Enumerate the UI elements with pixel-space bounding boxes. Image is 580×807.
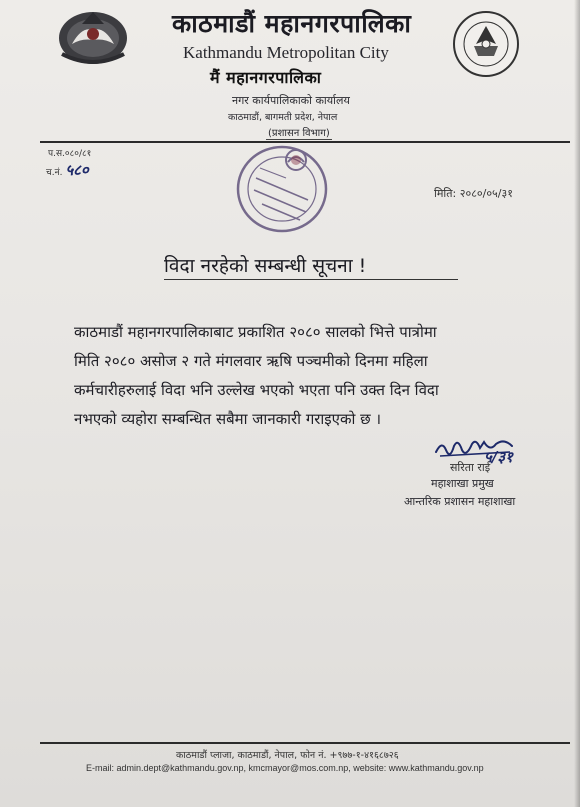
page-edge-shadow [574, 0, 580, 807]
dispatch-reference [46, 160, 89, 180]
dispatch-label: च.नं. [46, 168, 63, 178]
office-address: काठमाडौं, बागमती प्रदेश, नेपाल [228, 112, 338, 123]
fiscal-year-reference: प.स.०८०/८१ [48, 149, 92, 159]
metropolitan-seal-icon [448, 10, 524, 78]
office-stamp-icon [226, 138, 338, 240]
signatory-department: आन्तरिक प्रशासन महाशाखा [404, 495, 516, 508]
government-emblem-icon [52, 4, 134, 68]
signature-date: ५/३१ [484, 448, 513, 466]
division-name: (प्रशासन विभाग) [266, 125, 332, 140]
notice-line: कर्मचारीहरुलाई विदा भनि उल्लेख भएको भएता पनि उक्त दिन विदा [74, 381, 439, 399]
footer-address: काठमाडौं प्लाजा, काठमाडौं, नेपाल, फोन नं. +९७७-१-४१६८७२६ [176, 750, 399, 761]
signatory-name: सरिता राई [450, 461, 491, 474]
municipality-logotype: मैं महानगरपालिका [210, 68, 322, 87]
office-name: नगर कार्यपालिकाको कार्यालय [232, 94, 350, 107]
footer-divider [40, 742, 570, 744]
notice-line: मिति २०८० असोज २ गते मंगलवार ऋषि पञ्चमीको दिनमा महिला [74, 352, 428, 370]
notice-line: काठमाडौं महानगरपालिकाबाट प्रकाशित २०८० सालको भित्ते पात्रोमा [74, 323, 437, 341]
dispatch-number: ५८० [65, 161, 89, 179]
municipality-title-nepali: काठमाडौं महानगरपालिका [172, 9, 412, 38]
notice-line: नभएको व्यहोरा सम्बन्धित सबैमा जानकारी गराइएको छ । [74, 410, 382, 428]
letter-date: मिति: २०८०/०५/३१ [434, 187, 513, 200]
municipality-title-english: Kathmandu Metropolitan City [183, 43, 389, 62]
signatory-title: महाशाखा प्रमुख [431, 477, 494, 490]
notice-title: विदा नरहेको सम्बन्धी सूचना ! [164, 252, 458, 280]
footer-contact: E-mail: admin.dept@kathmandu.gov.np, kmcmayor@mos.com.np, website: www.kathmandu.gov.np [86, 763, 484, 773]
notice-body [74, 318, 534, 434]
